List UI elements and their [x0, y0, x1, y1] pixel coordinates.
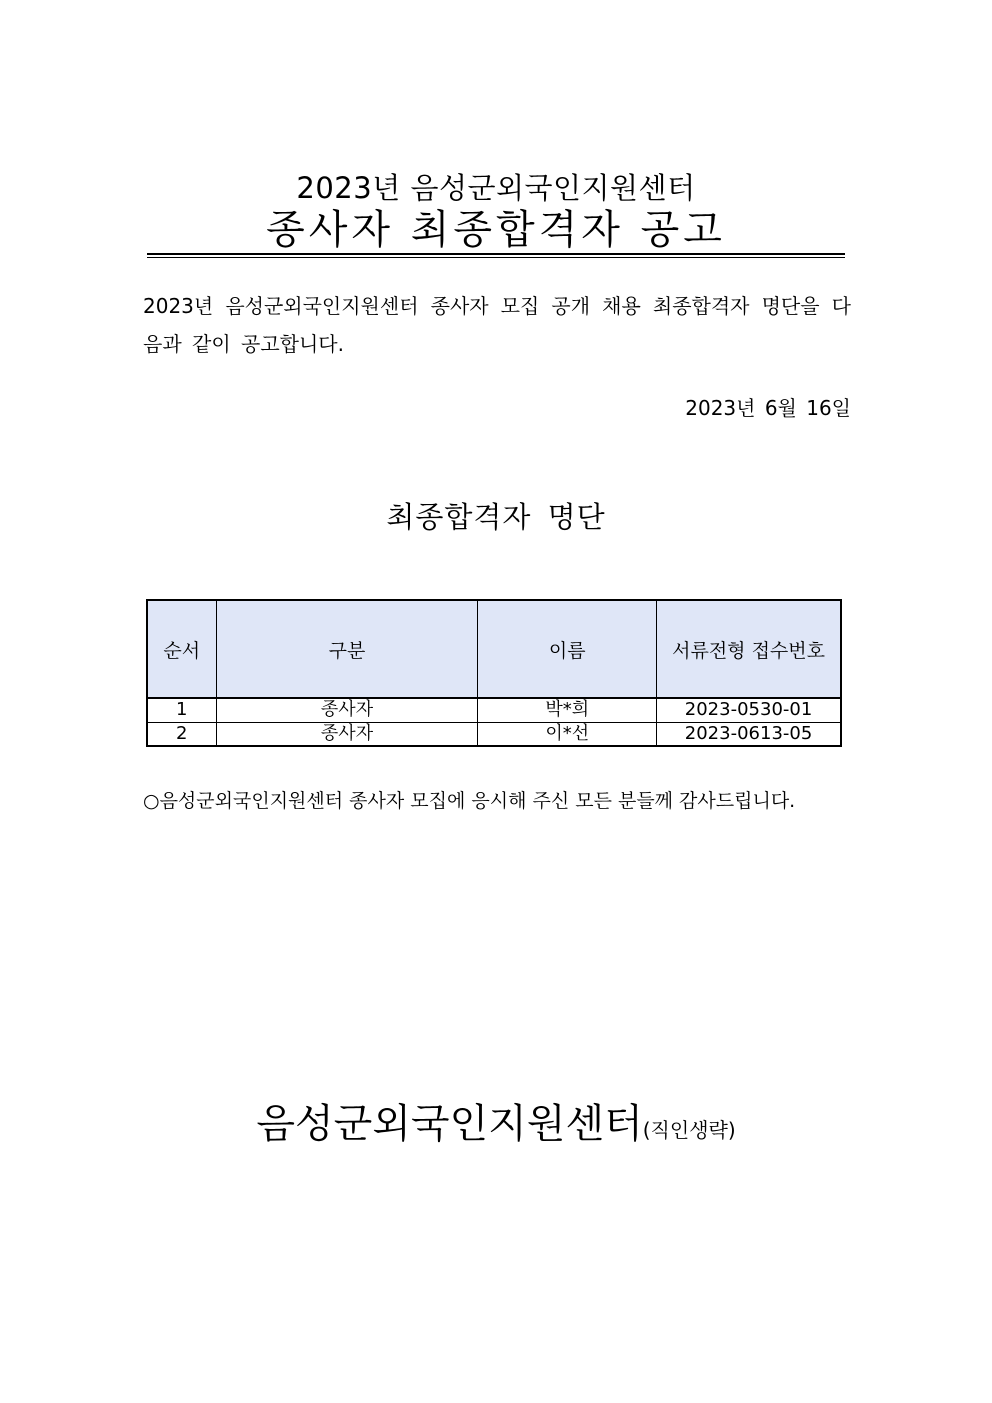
list-heading: 최종합격자 명단 [386, 500, 606, 534]
table-header-row [147, 600, 841, 698]
results-table [146, 599, 842, 747]
title-underline-thin [147, 257, 845, 258]
cell-order: 1 [147, 698, 216, 722]
cell-application-number: 2023-0530-01 [657, 698, 841, 722]
cell-order: 2 [147, 722, 216, 746]
cell-category: 종사자 [216, 722, 478, 746]
header-name: 이름 [478, 600, 657, 698]
cell-category: 종사자 [216, 698, 478, 722]
issuer-name: 음성군외국인지원센터 [256, 1101, 643, 1147]
title-line-1: 2023년 음성군외국인지원센터 [296, 171, 696, 205]
header-category: 구분 [216, 600, 478, 698]
thanks-note: ○음성군외국인지원센터 종사자 모집에 응시해 주신 모든 분들께 감사드립니다. [143, 790, 796, 812]
header-application-number: 서류전형 접수번호 [657, 600, 841, 698]
cell-name: 이*선 [478, 722, 657, 746]
intro-paragraph: 2023년 음성군외국인지원센터 종사자 모집 공개 채용 최종합격자 명단을 다음과 같이 공고합니다. [143, 294, 851, 356]
cell-name: 박*희 [478, 698, 657, 722]
issuer-signature [147, 1094, 845, 1160]
announcement-date: 2023년 6월 16일 [685, 396, 851, 420]
header-order: 순서 [147, 600, 216, 698]
title-underline [147, 253, 845, 255]
seal-omitted-note: (직인생략) [642, 1118, 736, 1142]
cell-application-number: 2023-0613-05 [657, 722, 841, 746]
table-row [147, 722, 841, 746]
title-line-2: 종사자 최종합격자 공고 [266, 207, 726, 253]
table-row [147, 698, 841, 722]
